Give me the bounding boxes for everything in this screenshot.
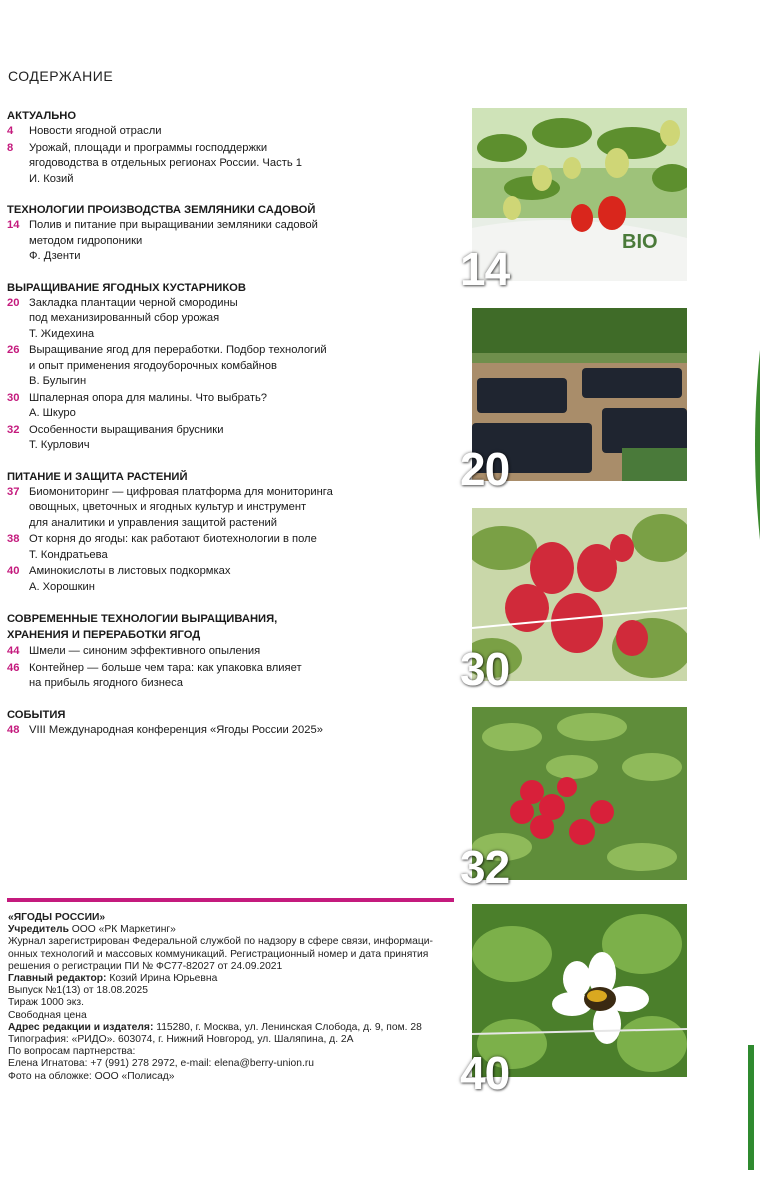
page-number: 32 <box>7 423 20 436</box>
toc-section <box>7 470 457 596</box>
section-title: ТЕХНОЛОГИИ ПРОИЗВОДСТВА ЗЕМЛЯНИКИ САДОВОЙ <box>7 204 316 216</box>
magazine-name: «ЯГОДЫ РОССИИ» <box>8 912 106 923</box>
article-author: В. Булыгин <box>29 375 87 387</box>
article-title-line: Шмели — синоним эффективного опыления <box>29 645 261 657</box>
article-author: Т. Курлович <box>29 439 90 451</box>
photo-page-number: 30 <box>460 643 510 695</box>
page-number: 14 <box>7 219 20 231</box>
photo-page-number: 20 <box>460 443 510 495</box>
page-title: СОДЕРЖАНИЕ <box>8 68 114 84</box>
article-title-line: Полив и питание при выращивании земляники садовой <box>29 219 318 231</box>
article-title <box>29 391 457 422</box>
chief-editor: Главный редактор: Козий Ирина Юрьевна <box>8 973 218 985</box>
toc-entry[interactable] <box>7 296 457 343</box>
toc-entry[interactable] <box>7 423 457 454</box>
imprint <box>8 912 453 1083</box>
circulation: Тираж 1000 экз. <box>8 997 85 1009</box>
article-title-line: овощных, цветочных и ягодных культур и инструмент <box>29 501 307 513</box>
article-title-line: на прибыль ягодного бизнеса <box>29 677 183 689</box>
printing-house: Типография: «РИДО». 603074, г. Нижний Новгород, ул. Шаляпина, д. 2А <box>8 1034 354 1046</box>
page-number: 44 <box>7 645 20 657</box>
toc-section <box>7 203 457 265</box>
section-title: ВЫРАЩИВАНИЕ ЯГОДНЫХ КУСТАРНИКОВ <box>7 281 246 294</box>
article-title-line: Выращивание ягод для переработки. Подбор технологий <box>29 344 327 356</box>
article-title-line: Биомониторинг — цифровая платформа для мониторинга <box>29 485 333 498</box>
article-title <box>29 644 457 660</box>
page-number: 46 <box>7 661 20 674</box>
adjacent-page-edge <box>748 1045 754 1170</box>
article-title-line: Шпалерная опора для малины. Что выбрать? <box>29 391 268 404</box>
article-title-line: Новости ягодной отрасли <box>29 125 162 137</box>
page-number: 37 <box>7 485 20 498</box>
toc-entry[interactable] <box>7 218 457 265</box>
article-author: Т. Кондратьева <box>29 548 108 561</box>
article-author: И. Козий <box>29 172 74 185</box>
toc-entry[interactable] <box>7 644 457 660</box>
registration-line: онных технологий и массовых коммуникаций. Регистрационный номер и дата принятия <box>8 948 429 960</box>
article-title <box>29 423 457 454</box>
toc-section <box>7 611 457 692</box>
page-number: 48 <box>7 723 20 736</box>
photo-page-number: 32 <box>460 841 510 893</box>
section-title: СОБЫТИЯ <box>7 708 66 721</box>
photo-page-number: 14 <box>460 243 510 295</box>
toc-section <box>7 109 457 187</box>
section-title <box>7 611 457 643</box>
page-number: 40 <box>7 565 20 577</box>
article-title-line: Закладка плантации черной смородины <box>29 296 238 309</box>
toc-entry[interactable] <box>7 485 457 532</box>
article-title-line: под механизированный сбор урожая <box>29 312 220 324</box>
page-number: 4 <box>7 125 14 137</box>
article-author: Ф. Дзенти <box>29 250 81 262</box>
cover-photo-credit: Фото на обложке: ООО «Полисад» <box>8 1070 175 1082</box>
article-author: Т. Жидехина <box>29 327 95 340</box>
page-number: 38 <box>7 533 20 545</box>
article-title-line: ягодоводства в отдельных регионах России. Часть 1 <box>29 157 302 169</box>
article-title-line: Урожай, площади и программы господдержки <box>29 141 268 154</box>
article-title <box>29 661 457 692</box>
article-title <box>29 564 457 595</box>
toc-entry[interactable] <box>7 343 457 390</box>
founder: Учредитель ООО «РК Маркетинг» <box>8 924 176 936</box>
article-title-line: Аминокислоты в листовых подкормках <box>29 565 231 577</box>
article-author: А. Шкуро <box>29 407 76 419</box>
article-title-line: VIII Международная конференция «Ягоды России 2025» <box>29 723 323 736</box>
toc-entry[interactable] <box>7 532 457 563</box>
partnership-contact: Елена Игнатова: +7 (991) 278 2972, e-mail: elena@berry-union.ru <box>8 1058 315 1070</box>
article-title <box>29 485 457 532</box>
toc-entry[interactable] <box>7 141 457 188</box>
page-number: 8 <box>7 141 14 154</box>
svg-text:BIO: BIO <box>622 231 658 253</box>
section-title: ПИТАНИЕ И ЗАЩИТА РАСТЕНИЙ <box>7 470 188 483</box>
toc-entry[interactable] <box>7 723 457 739</box>
toc-section <box>7 708 457 739</box>
article-title-line: От корня до ягоды: как работают биотехнологии в поле <box>29 533 317 545</box>
article-title <box>29 343 457 390</box>
article-title <box>29 532 457 563</box>
article-title <box>29 723 457 739</box>
article-title <box>29 218 457 265</box>
page-number: 20 <box>7 296 20 309</box>
article-title-line: для аналитики и управления защитой растений <box>29 516 278 529</box>
section-title-line: ХРАНЕНИЯ И ПЕРЕРАБОТКИ ЯГОД <box>7 629 201 641</box>
registration-line: решения о регистрации ПИ № ФС77-82027 от 24.09.2021 <box>8 960 283 972</box>
page-number: 30 <box>7 391 20 404</box>
article-title-line: Контейнер — больше чем тара: как упаковка влияет <box>29 661 302 674</box>
section-title-line: СОВРЕМЕННЫЕ ТЕХНОЛОГИИ ВЫРАЩИВАНИЯ, <box>7 613 278 625</box>
photo-page-number: 40 <box>460 1047 510 1099</box>
article-title <box>29 124 457 140</box>
magenta-divider <box>7 898 454 902</box>
toc-entry[interactable] <box>7 391 457 422</box>
article-title-line: и опыт применения ягодоуборочных комбайнов <box>29 359 277 372</box>
article-title <box>29 141 457 188</box>
toc-entry[interactable] <box>7 661 457 692</box>
article-title <box>29 296 457 343</box>
editorial-address: Адрес редакции и издателя: 115280, г. Москва, ул. Ленинская Слобода, д. 9, пом. 28 <box>8 1021 422 1033</box>
issue-number: Выпуск №1(13) от 18.08.2025 <box>8 985 148 997</box>
article-author: А. Хорошкин <box>29 580 95 593</box>
toc-entry[interactable] <box>7 124 457 140</box>
article-title-line: методом гидропоники <box>29 234 143 247</box>
adjacent-page-edge <box>750 350 760 540</box>
toc-entry[interactable] <box>7 564 457 595</box>
registration-line: Журнал зарегистрирован Федеральной службой по надзору в сфере связи, информаци- <box>8 936 433 948</box>
toc-section <box>7 281 457 454</box>
article-title-line: Особенности выращивания брусники <box>29 423 224 436</box>
table-of-contents <box>7 109 457 754</box>
section-title: АКТУАЛЬНО <box>7 110 77 122</box>
page-number: 26 <box>7 344 20 356</box>
price: Свободная цена <box>8 1009 87 1021</box>
partnership-label: По вопросам партнерства: <box>8 1046 136 1058</box>
